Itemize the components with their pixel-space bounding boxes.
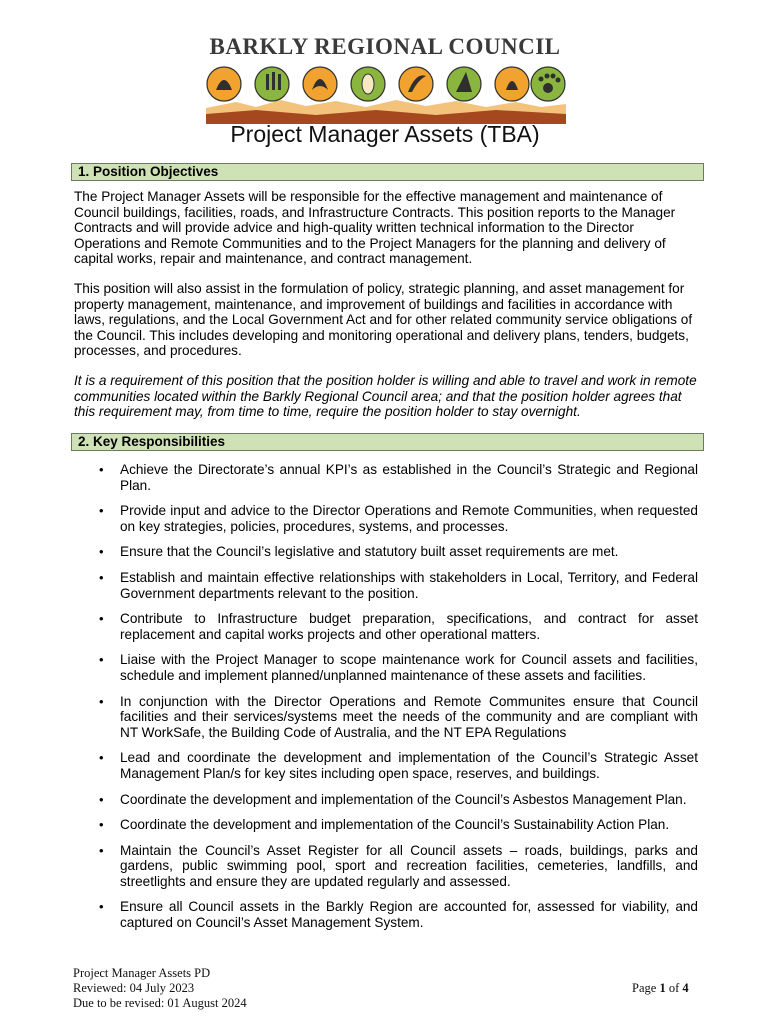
list-item: • Ensure that the Council’s legislative and statutory built asset requirements are met. [99, 544, 619, 560]
footer-document-info [73, 966, 247, 1011]
bullet-icon: • [99, 503, 104, 519]
bullet-icon: • [99, 899, 104, 915]
list-item: • Maintain the Council’s Asset Register for all Council assets – roads, buildings, parks and gardens, public swimming pool, sport and recreation facilities, cemeteries, landfills, and streetlights and ensure they are updated regularly and assessed. [99, 842, 698, 889]
list-item: • Contribute to Infrastructure budget preparation, specifications, and contract for asset replacement and capital works projects and other operational matters. [99, 611, 698, 642]
footer-revision-date: Due to be revised: 01 August 2024 [73, 996, 247, 1010]
bullet-icon: • [99, 750, 104, 766]
list-item: • Lead and coordinate the development and implementation of the Council’s Strategic Asset Management Plan/s for key sites including open space, reserves, and buildings. [99, 750, 698, 781]
bullet-icon: • [99, 842, 104, 858]
bullet-icon: • [99, 462, 104, 477]
bullet-icon: • [99, 652, 104, 668]
organisation-name: BARKLY REGIONAL COUNCIL [209, 34, 561, 59]
footer-document-name: Project Manager Assets PD [73, 966, 211, 980]
objectives-paragraph: This position will also assist in the formulation of policy, strategic planning, and asset management for property management, maintenance, and improvement of buildings and facilities in accordance with laws, regulations, and the Local Government Act and for other related community service obligations of the Council. This includes developing and monitoring operational and delivery plans, tenders, budgets, processes, and procedures. [74, 281, 693, 359]
bullet-icon: • [99, 791, 104, 807]
page-number: Page 1 of 4 [632, 981, 689, 995]
section-heading-position-objectives: 1. Position Objectives [71, 163, 704, 181]
list-item: • Coordinate the development and implementation of the Council’s Sustainability Action Plan. [99, 817, 670, 833]
travel-requirement-paragraph: It is a requirement of this position that the position holder is willing and able to travel and work in remote communities located within the Barkly Regional Council area; and that the position holder agrees that this requirement may, from time to time, require the position holder to stay overnight. [74, 373, 697, 420]
list-item: • Provide input and advice to the Director Operations and Remote Communities, when requested on key strategies, policies, procedures, systems, and processes. [99, 503, 698, 534]
responsibilities-list [0, 462, 770, 941]
total-pages: 4 [682, 981, 689, 995]
list-item: • Ensure all Council assets in the Barkly Region are accounted for, assessed for viability, and captured on Council’s Asset Management System. [99, 899, 698, 931]
council-logo [196, 60, 576, 124]
bullet-icon: • [99, 569, 104, 585]
list-item: • In conjunction with the Director Operations and Remote Communites ensure that Council facilities and their services/systems meet the needs of the community and are compliant with NT WorkSafe, the Building Code of Australia, and the NT EPA Regulations [99, 693, 698, 740]
current-page: 1 [659, 981, 666, 995]
list-item: • Establish and maintain effective relationships with stakeholders in Local, Territory, and Federal Government departments relevant to the position. [99, 569, 698, 601]
list-item: • Coordinate the development and implementation of the Council’s Asbestos Management Plan. [99, 791, 687, 807]
document-title: Project Manager Assets (TBA) [230, 121, 540, 147]
list-item: • Achieve the Directorate’s annual KPI’s as established in the Council’s Strategic and Regional Plan. [99, 462, 698, 493]
objectives-paragraph: The Project Manager Assets will be responsible for the effective management and maintenance of Council buildings, facilities, roads, and Infrastructure Contracts. This position reports to the Manager Contracts and will provide advice and high-quality written technical information to the Director Operations and Remote Communities and to the Project Managers for the planning and delivery of capital works, repair and maintenance, and contract management. [74, 189, 676, 267]
list-item: • Liaise with the Project Manager to scope maintenance work for Council assets and facilities, schedule and implement planned/unplanned maintenance of these assets and facilities. [99, 652, 698, 683]
bullet-icon: • [99, 544, 104, 560]
bullet-icon: • [99, 817, 104, 833]
footer-reviewed-date: Reviewed: 04 July 2023 [73, 981, 195, 995]
section-heading-key-responsibilities: 2. Key Responsibilities [71, 433, 704, 451]
bullet-icon: • [99, 693, 104, 709]
bullet-icon: • [99, 611, 104, 627]
